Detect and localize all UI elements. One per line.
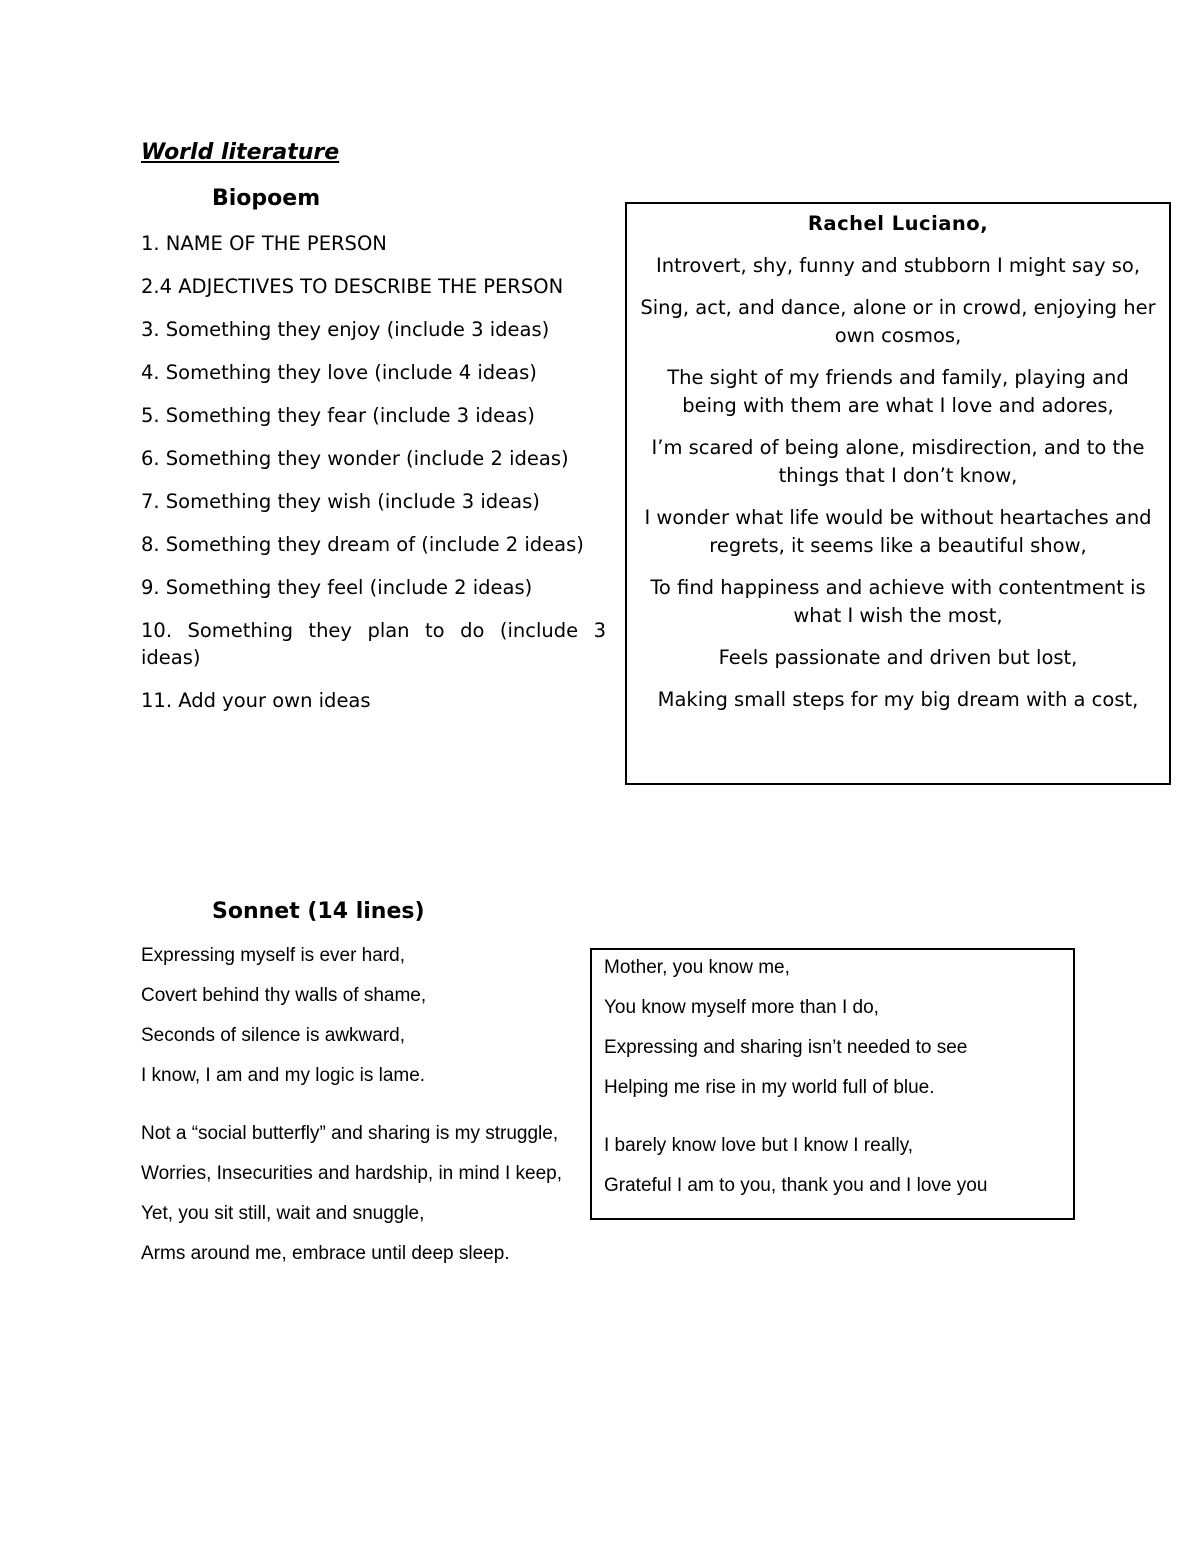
poem-line: To find happiness and achieve with contentment is what I wish the most, [650,576,1146,627]
poem-line: The sight of my friends and family, playing and being with them are what I love and adores, [667,366,1129,417]
page-title: World literature [141,140,340,165]
sonnet-line: Helping me rise in my world full of blue. [604,1077,935,1098]
prompt-item: 7. Something they wish (include 3 ideas) [141,490,540,513]
prompt-item: 11. Add your own ideas [141,689,371,712]
sonnet-line: Seconds of silence is awkward, [141,1025,406,1046]
sonnet-text-box [590,948,1075,1220]
sonnet-line: Yet, you sit still, wait and snuggle, [141,1203,425,1224]
sonnet-heading: Sonnet (14 lines) [212,899,425,924]
biopoem-text-box [625,202,1171,785]
sonnet-line: I barely know love but I know I really, [604,1135,914,1156]
sonnet-line: Grateful I am to you, thank you and I love you [604,1175,988,1196]
biopoem-prompt-list [141,230,606,730]
prompt-item: 9. Something they feel (include 2 ideas) [141,576,533,599]
prompt-item: 2.4 ADJECTIVES TO DESCRIBE THE PERSON [141,275,564,298]
poem-subject-name: Rachel Luciano, [807,212,989,235]
poem-line: Feels passionate and driven but lost, [718,646,1078,669]
sonnet-line: Mother, you know me, [604,957,790,978]
poem-line: I’m scared of being alone, misdirection, and to the things that I don’t know, [651,436,1145,487]
sonnet-line: You know myself more than I do, [604,997,879,1018]
poem-line: Introvert, shy, funny and stubborn I might say so, [655,254,1141,277]
prompt-item: 4. Something they love (include 4 ideas) [141,361,537,384]
prompt-item: 8. Something they dream of (include 2 ideas) [141,533,584,556]
sonnet-line: I know, I am and my logic is lame. [141,1065,426,1086]
poem-line: I wonder what life would be without heartaches and regrets, it seems like a beautiful show, [644,506,1152,557]
prompt-item: 10. Something they plan to do (include 3 ideas) [141,619,606,669]
sonnet-line: Arms around me, embrace until deep sleep. [141,1243,510,1264]
poem-line: Making small steps for my big dream with a cost, [657,688,1139,711]
sonnet-line: Not a “social butterfly” and sharing is my struggle, [141,1123,559,1144]
sonnet-line: Worries, Insecurities and hardship, in mind I keep, [141,1163,563,1184]
prompt-item: 1. NAME OF THE PERSON [141,232,387,255]
sonnet-line: Expressing myself is ever hard, [141,945,405,966]
prompt-item: 3. Something they enjoy (include 3 ideas) [141,318,550,341]
prompt-item: 5. Something they fear (include 3 ideas) [141,404,535,427]
poem-line: Sing, act, and dance, alone or in crowd, enjoying her own cosmos, [640,296,1156,347]
prompt-item: 6. Something they wonder (include 2 ideas) [141,447,569,470]
sonnet-line: Covert behind thy walls of shame, [141,985,427,1006]
biopoem-heading: Biopoem [212,186,321,211]
sonnet-line: Expressing and sharing isn’t needed to see [604,1037,968,1058]
sonnet-left-stanza [141,944,571,1282]
